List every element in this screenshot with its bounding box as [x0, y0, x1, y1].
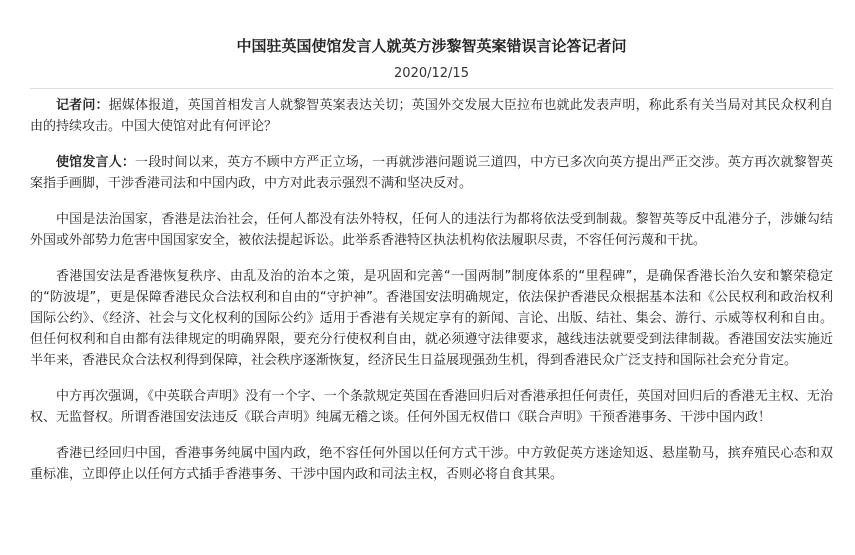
article-body	[30, 95, 833, 485]
paragraph-text: 中国是法治国家，香港是法治社会，任何人都没有法外特权，任何人的违法行为都将依法受到制裁。黎智英等反中乱港分子，涉嫌勾结外国或外部势力危害中国国家安全，被依法提起诉讼。此举系香港特区执法机构依法履职尽责，不容任何污蔑和干扰。	[30, 212, 833, 248]
paragraph-rule-of-law	[30, 209, 833, 251]
paragraph-text: 据媒体报道，英国首相发言人就黎智英案表达关切；英国外交发展大臣拉布也就此发表声明，称此系有关当局对其民众权利自由的持续攻击。中国大使馆对此有何评论？	[30, 98, 833, 134]
paragraph-spokesperson-answer	[30, 152, 833, 194]
paragraph-text: 中方再次强调，《中英联合声明》没有一个字、一个条款规定英国在香港回归后对香港承担任何责任，英国对回归后的香港无主权、无治权、无监督权。所谓香港国安法违反《联合声明》纯属无稽之谈。任何外国无权借口《联合声明》干预香港事务、干涉中国内政！	[30, 389, 833, 425]
speaker-label-reporter: 记者问：	[56, 98, 109, 113]
article-date: 2020/12/15	[394, 66, 469, 81]
title-divider	[30, 88, 833, 89]
paragraph-text: 香港已经回归中国，香港事务纯属中国内政，绝不容任何外国以任何方式干涉。中方敦促英方迷途知返、悬崖勒马，摈弃殖民心态和双重标准，立即停止以任何方式插手香港事务、干涉中国内政和司法主权，否则必将自食其果。	[30, 446, 833, 482]
article-title: 中国驻英国使馆发言人就英方涉黎智英案错误言论答记者问	[236, 37, 627, 55]
paragraph-national-security-law	[30, 266, 833, 371]
paragraph-conclusion	[30, 443, 833, 485]
paragraph-text: 香港国安法是香港恢复秩序、由乱及治的治本之策，是巩固和完善“一国两制”制度体系的“里程碑”，是确保香港长治久安和繁荣稳定的“防波堤”，更是保障香港民众合法权利和自由的“守护神”。香港国安法明确规定，依法保护香港民众根据基本法和《公民权利和政治权利国际公约》、《经济、社会与文化权利的国际公约》适用于香港有关规定享有的新闻、言论、出版、结社、集会、游行、示威等权利和自由。但任何权利和自由都有法律规定的明确界限，要充分行使权利自由，就必须遵守法律要求，越线违法就要受到法律制裁。香港国安法实施近半年来，香港民众合法权利得到保障，社会秩序逐渐恢复，经济民生日益展现强劲生机，得到香港民众广泛支持和国际社会充分肯定。	[30, 269, 833, 368]
speaker-label-spokesperson: 使馆发言人：	[56, 155, 136, 170]
paragraph-joint-declaration	[30, 386, 833, 428]
paragraph-reporter-question	[30, 95, 833, 137]
paragraph-text: 一段时间以来，英方不顾中方严正立场，一再就涉港问题说三道四，中方已多次向英方提出严正交涉。英方再次就黎智英案指手画脚，干涉香港司法和中国内政，中方对此表示强烈不满和坚决反对。	[30, 155, 833, 191]
